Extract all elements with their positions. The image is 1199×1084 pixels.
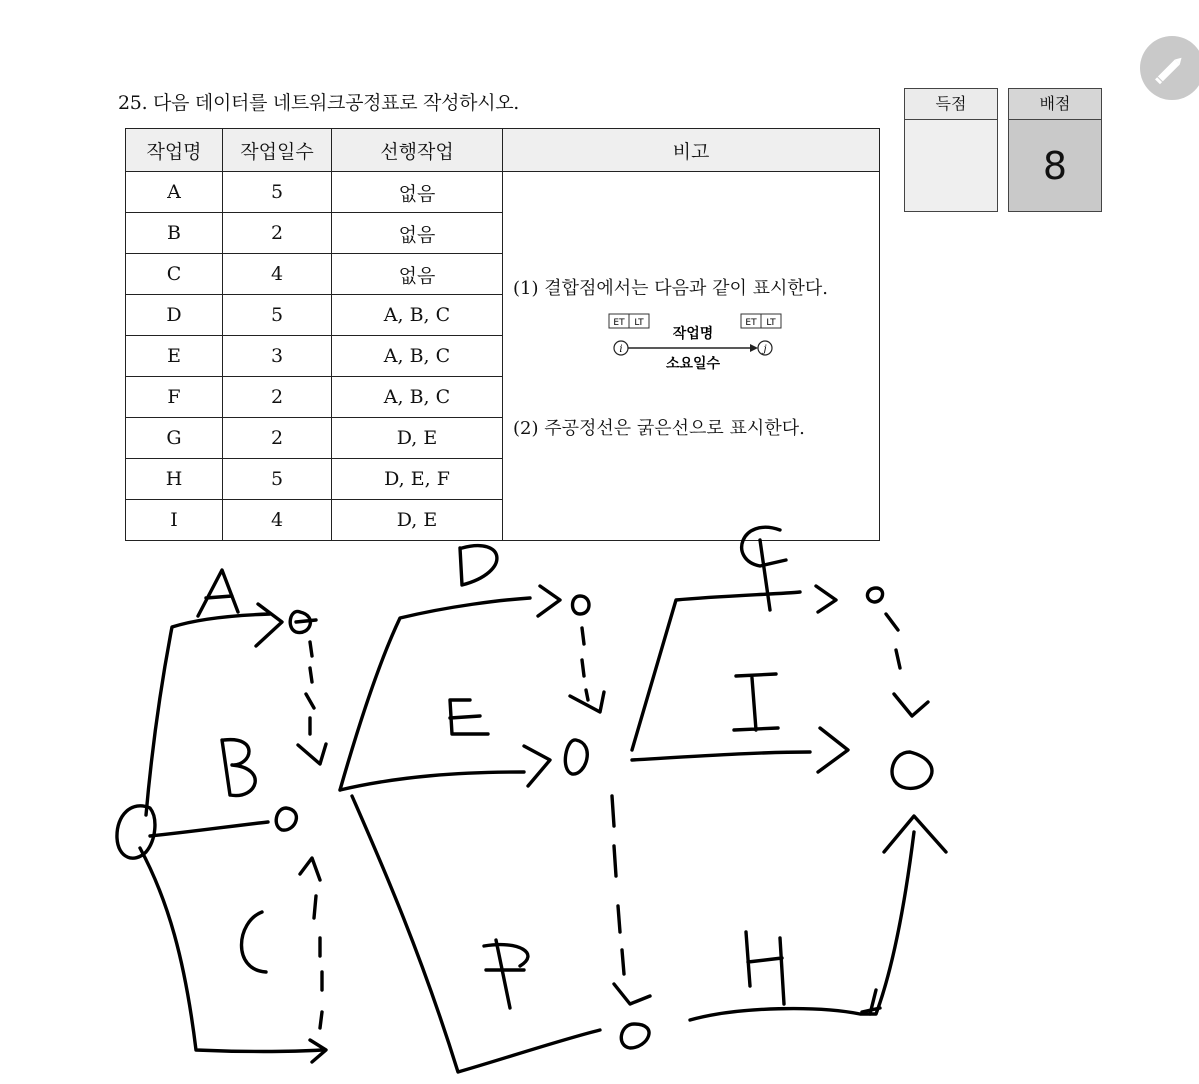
cell-days: 4 <box>223 254 332 295</box>
cell-task: H <box>126 459 223 500</box>
node-f <box>621 1024 649 1048</box>
header-days: 작업일수 <box>223 129 332 172</box>
label-a-glyph <box>198 570 238 616</box>
score-got-label: 득점 <box>905 89 997 120</box>
cell-days: 5 <box>223 172 332 213</box>
end-node <box>892 752 932 788</box>
label-d-glyph <box>460 546 497 585</box>
node-d <box>573 596 590 614</box>
label-h-glyph <box>746 932 784 1004</box>
note-line-2: (2) 주공정선은 굵은선으로 표시한다. <box>513 418 805 439</box>
arrow-d <box>340 598 530 790</box>
dummy-a <box>298 642 326 764</box>
arrowhead-d <box>538 586 560 616</box>
dummy-de-f <box>612 796 650 1004</box>
cell-days: 2 <box>223 213 332 254</box>
header-predecessor: 선행작업 <box>332 129 503 172</box>
label-e-glyph <box>450 700 488 734</box>
arrow-b <box>150 822 268 836</box>
legend-lt-right: LT <box>766 318 776 328</box>
legend-duration: 소요일수 <box>665 356 721 372</box>
cell-pred: D, E <box>332 500 503 541</box>
legend-node-i: i <box>619 344 623 355</box>
arrowhead-e <box>524 746 550 786</box>
label-c-glyph <box>242 912 267 972</box>
cell-pred: A, B, C <box>332 336 503 377</box>
cell-days: 2 <box>223 377 332 418</box>
cell-task: D <box>126 295 223 336</box>
cell-days: 5 <box>223 459 332 500</box>
cell-days: 3 <box>223 336 332 377</box>
arrowhead-a <box>256 604 282 646</box>
dummy-c <box>300 858 322 1028</box>
cell-pred: 없음 <box>332 254 503 295</box>
question-text: 25. 다음 데이터를 네트워크공정표로 작성하시오. <box>118 92 520 114</box>
arrowhead-g <box>816 586 836 612</box>
start-node <box>117 806 155 858</box>
legend-et-left: ET <box>613 318 625 328</box>
cell-days: 4 <box>223 500 332 541</box>
legend-task-name: 작업명 <box>672 326 714 342</box>
node-de <box>565 740 587 774</box>
label-f-glyph <box>484 940 528 1008</box>
cell-days: 5 <box>223 295 332 336</box>
label-i-glyph <box>734 674 778 730</box>
arrow-h <box>690 832 914 1020</box>
legend-node-j: j <box>763 344 767 355</box>
cell-task: G <box>126 418 223 459</box>
cell-pred: A, B, C <box>332 295 503 336</box>
score-max-label: 배점 <box>1009 89 1101 120</box>
cell-task: E <box>126 336 223 377</box>
score-max-value: 8 <box>1042 143 1068 188</box>
node-g <box>867 588 882 602</box>
cell-days: 2 <box>223 418 332 459</box>
legend-et-right: ET <box>745 318 757 328</box>
cell-pred: D, E <box>332 418 503 459</box>
cell-task: B <box>126 213 223 254</box>
cell-task: C <box>126 254 223 295</box>
arrow-e <box>340 772 524 790</box>
arrow-a <box>146 614 270 815</box>
label-g-glyph <box>742 527 786 610</box>
header-task: 작업명 <box>126 129 223 172</box>
arrow-f <box>352 796 600 1072</box>
arrow-c <box>140 848 322 1052</box>
cell-pred: A, B, C <box>332 377 503 418</box>
dummy-g <box>886 614 928 716</box>
cell-task: F <box>126 377 223 418</box>
cell-task: I <box>126 500 223 541</box>
dummy-d <box>570 628 604 712</box>
cell-pred: 없음 <box>332 172 503 213</box>
label-b-glyph <box>222 740 255 796</box>
header-note: 비고 <box>503 129 880 172</box>
arrow-g <box>632 592 800 750</box>
node-ab <box>276 808 296 830</box>
cell-task: A <box>126 172 223 213</box>
arrowhead-i <box>818 728 848 772</box>
note-line-1: (1) 결합점에서는 다음과 같이 표시한다. <box>513 278 828 299</box>
cell-pred: 없음 <box>332 213 503 254</box>
legend-lt-left: LT <box>634 318 644 328</box>
node-a <box>290 611 316 632</box>
arrow-i <box>632 752 810 760</box>
cell-pred: D, E, F <box>332 459 503 500</box>
